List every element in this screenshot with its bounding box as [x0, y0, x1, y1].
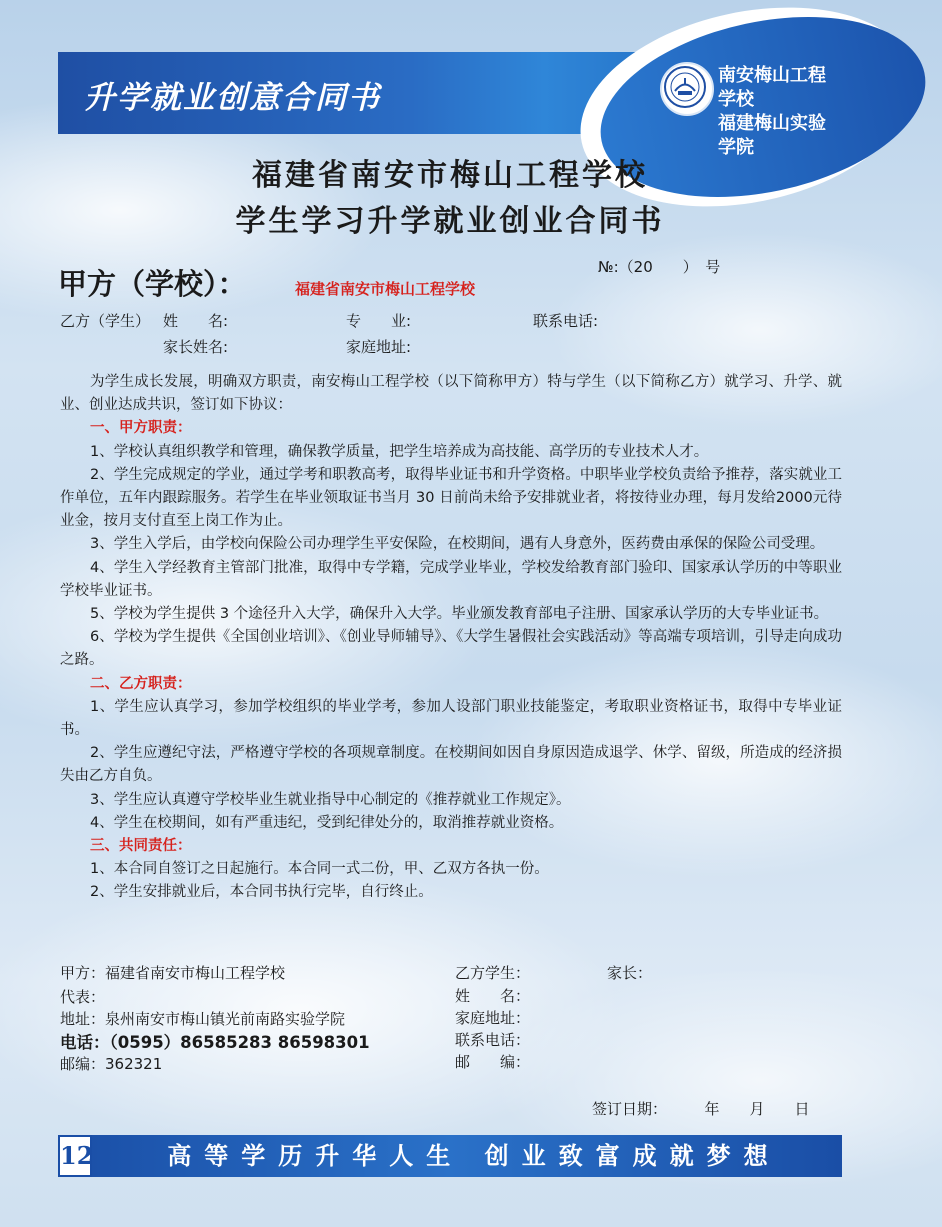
document-title-line1: 福建省南安市梅山工程学校 [252, 158, 648, 193]
party-a-school: 福建省南安市梅山工程学校 [295, 280, 476, 298]
sig-student: 乙方学生： [455, 964, 531, 982]
school-name-2: 福建梅山实验学院 [718, 113, 826, 158]
major-field: 专 业: [346, 312, 412, 330]
school-logo-icon [660, 62, 714, 116]
party-a-label: 甲方（学校）： [58, 267, 247, 301]
home-address-field: 家庭地址: [346, 338, 412, 356]
sig-party-a: 甲方：福建省南安市梅山工程学校 [60, 964, 286, 982]
clause-paragraph: 2、学生安排就业后，本合同书执行完毕，自行终止。 [90, 884, 433, 901]
sig-representative: 代表： [60, 988, 106, 1006]
clause-paragraph: 1、本合同自签订之日起施行。本合同一式二份，甲、乙双方各执一份。 [90, 861, 549, 878]
document-title-line2: 学生学习升学就业创业合同书 [235, 204, 665, 239]
sig-address: 地址：泉州南安市梅山镇光前南路实验学院 [60, 1010, 346, 1028]
clause-paragraph: 1、学生应认真学习，参加学校组织的毕业学考，参加人设部门职业技能鉴定，考取职业资格证书，取得中专毕业证书。 [60, 698, 842, 739]
clause-paragraph: 2、学生完成规定的学业，通过学考和职教高考，取得毕业证书和升学资格。中职毕业学校负责给予推荐，落实就业工作单位，五年内跟踪服务。若学生在毕业领取证书当月 30 日前尚未给予安排就业者，将按待业办理，每月发给2000元待业金，按月支付直至上岗工作为止。 [60, 466, 842, 530]
sign-date: 签订日期： 年 月 日 [592, 1100, 810, 1118]
contract-body [60, 371, 842, 905]
clause-paragraph: 2、学生应遵纪守法，严格遵守学校的各项规章制度。在校期间如因自身原因造成退学、休学、留级，所造成的经济损失由乙方自负。 [60, 745, 842, 785]
sig-parent: 家长： [607, 964, 653, 982]
clause-paragraph: 6、学校为学生提供《全国创业培训》、《创业导师辅导》、《大学生暑假社会实践活动》等高端专项培训，引导走向成功之路。 [60, 629, 842, 669]
footer-banner [58, 1135, 842, 1177]
sig-b-phone: 联系电话： [455, 1031, 531, 1049]
sig-b-zip: 邮 编： [455, 1053, 531, 1071]
clause-paragraph: 1、学校认真组织教学和管理，确保教学质量，把学生培养成为高技能、高学历的专业技术人才。 [90, 443, 709, 460]
clause-paragraph: 为学生成长发展，明确双方职责，南安梅山工程学校（以下简称甲方）特与学生（以下简称乙方）就学习、升学、就业、创业达成共识，签订如下协议： [60, 374, 842, 414]
sig-phone: 电话：（0595）86585283 86598301 [60, 1033, 370, 1052]
parent-name-field: 家长姓名: [163, 338, 229, 356]
clause-paragraph: 3、学生应认真遵守学校毕业生就业指导中心制定的《推荐就业工作规定》。 [90, 791, 571, 808]
clause-paragraph: 3、学生入学后，由学校向保险公司办理学生平安保险，在校期间，遇有人身意外，医药费由承保的保险公司受理。 [90, 536, 825, 553]
sig-b-address: 家庭地址： [455, 1009, 531, 1027]
clause-paragraph: 4、学生入学经教育主管部门批准，取得中专学籍，完成学业毕业，学校发给教育部门验印、国家承认学历的中等职业学校毕业证书。 [60, 559, 842, 599]
section-heading: 一、甲方职责： [90, 420, 192, 437]
section-heading: 二、乙方职责： [90, 675, 192, 692]
student-name-field: 姓 名: [163, 312, 229, 330]
footer-slogan: 高等学历升华人生 创业致富成就梦想 [167, 1142, 781, 1170]
clause-paragraph: 5、学校为学生提供 3 个途径升入大学，确保升入大学。毕业颁发教育部电子注册、国家承认学历的大专毕业证书。 [90, 606, 829, 623]
phone-field: 联系电话: [533, 312, 599, 330]
sig-zip: 邮编：362321 [60, 1055, 163, 1073]
clause-paragraph: 4、学生在校期间，如有严重违纪，受到纪律处分的，取消推荐就业资格。 [90, 814, 564, 831]
sig-b-name: 姓 名： [455, 987, 531, 1005]
section-heading: 三、共同责任： [90, 838, 192, 855]
document-number: №:（20 ） 号 [598, 258, 721, 276]
school-names [718, 64, 842, 160]
header-banner [58, 52, 842, 158]
header-title: 升学就业创意合同书 [84, 80, 381, 116]
school-name-1: 南安梅山工程学校 [718, 65, 826, 110]
page-number: 12 [58, 1135, 92, 1177]
party-b-prefix: 乙方（学生） [60, 312, 151, 330]
